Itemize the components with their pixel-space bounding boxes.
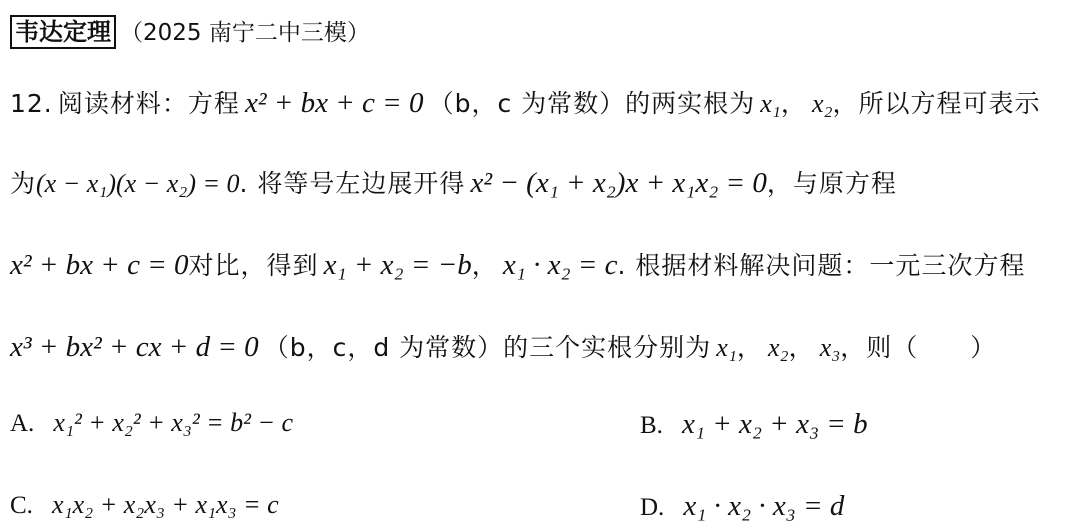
root-x2-cubic: x₂	[767, 333, 789, 362]
answer-blank: ，则（ ）	[840, 333, 997, 362]
root-x1-cubic: x₁	[716, 333, 737, 362]
question-line-3: x² + bx + c = 0对比，得到 x₁ + x₂ = −b， x₁ · x₂ = c. 根据材料解决问题：一元三次方程	[10, 249, 1026, 281]
cubic-coefficient-note: （b，c，d 为常数）的三个实根分别为	[263, 333, 712, 362]
line1-tail: ，所以方程可表示	[832, 89, 1041, 118]
option-d-label: D.	[640, 494, 665, 521]
vieta-sum: x₁ + x₂ = −b	[323, 249, 472, 281]
equation-factored: (x − x₁)(x − x₂) = 0	[36, 169, 240, 198]
equation-quadratic-repeat: x² + bx + c = 0	[10, 249, 189, 281]
option-c-expr: x₁x₂ + x₂x₃ + x₁x₃ = c	[52, 490, 279, 519]
question-line-4: x³ + bx² + cx + d = 0 （b，c，d 为常数）的三个实根分别为 x₁， x₂， x₃，则（ ）	[10, 331, 997, 363]
option-c-label: C.	[10, 492, 33, 519]
line2-mid: . 将等号左边展开得	[239, 169, 466, 198]
line3-end: . 根据材料解决问题：一元三次方程	[617, 251, 1026, 280]
equation-quadratic: x² + bx + c = 0	[244, 87, 424, 119]
header-line	[10, 14, 370, 49]
vieta-product: x₁ · x₂ = c	[502, 249, 618, 281]
option-d[interactable]	[640, 490, 844, 523]
question-line-2: 为(x − x₁)(x − x₂) = 0. 将等号左边展开得 x² − (x₁ + x₂)x + x₁x₂ = 0，与原方程	[10, 167, 897, 199]
coefficient-note: （b，c 为常数）的两实根为	[428, 89, 756, 118]
option-a-label: A.	[10, 410, 35, 437]
line2-end: ，与原方程	[766, 169, 897, 198]
option-b-label: B.	[640, 412, 663, 439]
root-x1: x₁	[760, 89, 781, 118]
option-c[interactable]	[10, 490, 279, 520]
equation-expanded: x² − (x₁ + x₂)x + x₁x₂ = 0	[470, 167, 767, 199]
option-b-expr: x₁ + x₂ + x₃ = b	[682, 408, 868, 440]
option-b[interactable]	[640, 408, 868, 441]
root-x3-cubic: x₃	[819, 333, 841, 362]
option-d-expr: x₁ · x₂ · x₃ = d	[683, 490, 845, 522]
question-number: 12.	[10, 89, 53, 118]
option-a[interactable]	[10, 408, 293, 438]
equation-cubic: x³ + bx² + cx + d = 0	[10, 331, 259, 363]
question-line-1: 12. 阅读材料：方程 x² + bx + c = 0 （b，c 为常数）的两实根为 x₁， x₂，所以方程可表示	[10, 87, 1041, 119]
topic-tag: 韦达定理	[10, 15, 116, 49]
option-a-expr: x₁² + x₂² + x₃² = b² − c	[53, 408, 294, 437]
question-lead: 阅读材料：方程	[57, 89, 240, 118]
root-x2: x₂	[811, 89, 833, 118]
exam-source: （2025 南宁二中三模）	[120, 20, 370, 46]
